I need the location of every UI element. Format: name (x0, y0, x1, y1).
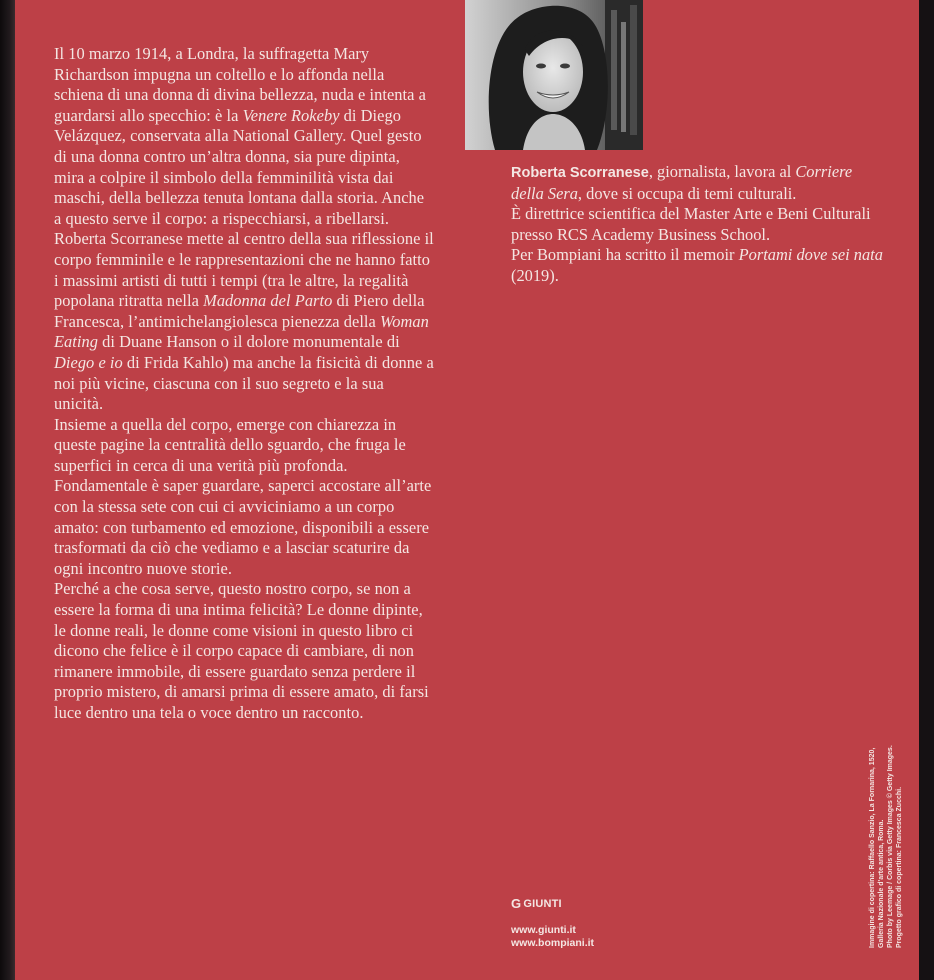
bio-paragraph-2 (511, 204, 883, 245)
text-run: di Duane Hanson o il dolore monumentale di (98, 332, 400, 352)
text-run: Per Bompiani ha scritto il memoir (511, 245, 739, 265)
italic-title: Diego e io (54, 352, 123, 372)
spine-shadow (0, 0, 15, 980)
cover-edge (919, 0, 934, 980)
blurb-paragraph-3 (54, 579, 434, 723)
author-name: Roberta Scorranese (511, 165, 649, 181)
publisher-logo (511, 896, 594, 911)
text-run: di Frida Kahlo) ma anche la fisicità di donne a noi più vicine, ciascuna con il suo segreto e la sua unicità. (54, 352, 434, 414)
author-bio (511, 162, 883, 287)
credit-line: Galleria Nazionale d'arte antica, Roma. (878, 819, 885, 948)
italic-title: Portami dove sei nata (738, 245, 883, 265)
publisher-url: www.giunti.it (511, 924, 576, 936)
giunti-logo-icon: G (511, 896, 522, 911)
text-run: (2019). (511, 265, 559, 285)
italic-title: Venere Rokeby (242, 105, 340, 125)
credit-line: Progetto grafico di copertina: Francesca Zucchi. (896, 786, 903, 948)
text-run: Il 10 marzo 1914, a Londra, la suffragetta Mary Richardson impugna un coltello e lo affonda nella schiena di una donna di divina bellezza, nuda e intenta a guardarsi allo specchio: è la (54, 44, 426, 125)
blurb-paragraph-2 (54, 415, 434, 580)
text-run: Perché a che cosa serve, questo nostro corpo, se non a essere la forma di una intima felicità? Le donne dipinte, le donne reali, le donne come visioni in questo libro ci dicono che felice è il corpo capace di cambiare, di non rimanere immobile, di essere guardato senza perdere il proprio mistero, di amarsi prima di essere amato, di farsi luce dentro una tela o voce dentro un racconto. (54, 579, 429, 722)
blurb-text (54, 44, 434, 724)
text-run: È direttrice scientifica del Master Arte e Beni Culturali presso RCS Academy Business School. (511, 204, 871, 244)
publisher-url: www.bompiani.it (511, 937, 595, 949)
author-portrait-image (465, 0, 643, 150)
italic-title: Madonna del Parto (203, 291, 333, 311)
text-run: di Diego Velázquez, conservata alla National Gallery. Quel gesto di una donna contro un’altra donna, sia pure dipinta, mira a colpire il simbolo della femminilità vista dai maschi, della bellezza tenuta lontana dalla storia. Anche a questo serve il corpo: a rispecchiarsi, a ribellarsi. Roberta Scorranese mette al centro della sua riflessione il corpo femminile e le rappresentazioni che ne hanno fatto i massimi artisti di tutti i tempi (tra le altre, la regalità popolana ritratta nella (54, 105, 434, 311)
text-run: , dove si occupa di temi culturali. (577, 183, 797, 203)
publisher-block (511, 896, 594, 950)
text-run: , giornalista, lavora al (648, 162, 796, 181)
text-run: Insieme a quella del corpo, emerge con chiarezza in queste pagine la centralità dello sguardo, che fruga le superfici in cerca di una verità più profonda. Fondamentale è saper guardare, saperci accostare all’arte con la stessa sete con cui ci avviciniamo a un corpo amato: con turbamento ed emozione, disponibili a essere trasformati da ciò che vediamo e a lasciar scaturire da ogni incontro nuove storie. (54, 414, 432, 578)
bio-paragraph-3 (511, 245, 883, 286)
blurb-paragraph-1 (54, 44, 434, 415)
italic-title: Woman Eating (54, 311, 429, 352)
credit-line: Immagine di copertina: Raffaello Sanzio, La Fornarina, 1520, (869, 747, 876, 948)
cover-credits (868, 716, 904, 948)
italic-title: Corriere della Sera (511, 162, 853, 203)
text-run: di Piero della Francesca, l’antimichelangiolesca pienezza della (54, 291, 425, 331)
bio-paragraph-1 (511, 162, 883, 204)
publisher-urls (511, 924, 594, 950)
credit-line: Photo by Leemage / Corbis via Getty Images © Getty Images. (887, 745, 894, 948)
publisher-logo-text: GIUNTI (523, 897, 562, 910)
author-photo (465, 0, 643, 150)
